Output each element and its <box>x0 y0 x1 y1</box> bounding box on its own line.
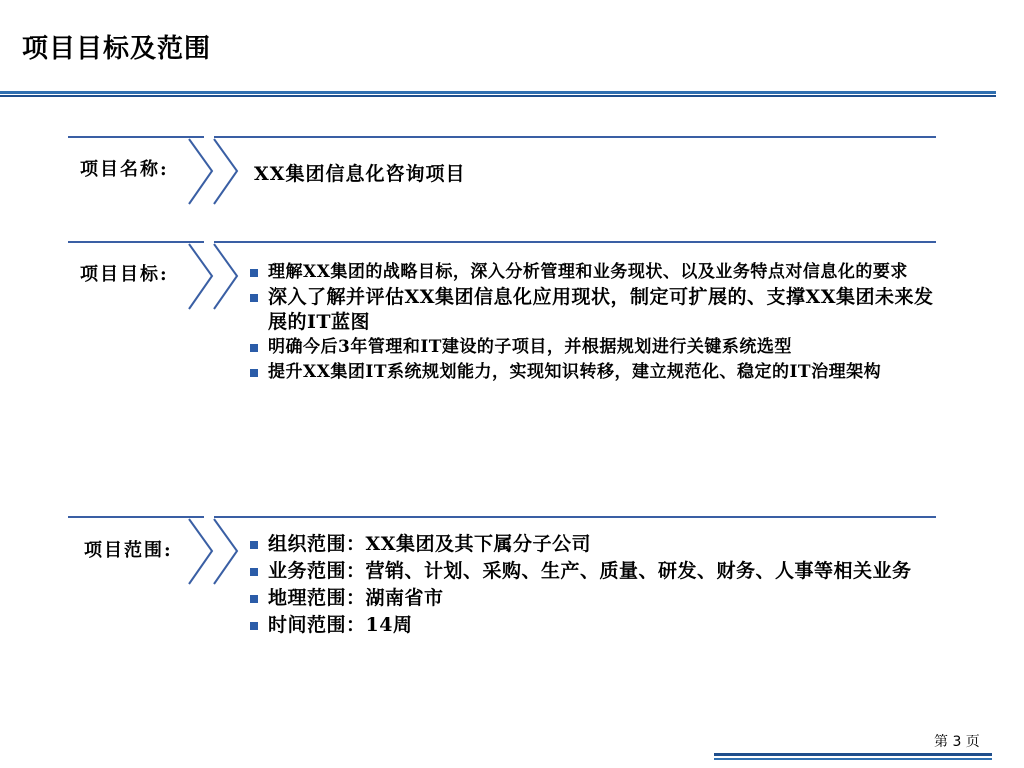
project-goals-list <box>250 260 940 385</box>
project-name-label: 项目名称: <box>80 159 169 180</box>
project-goals-label-line <box>68 241 204 243</box>
square-bullet-icon <box>250 344 258 352</box>
project-name-value: XX集团信息化咨询项目 <box>254 163 466 185</box>
list-item: 提升XX集团IT系统规划能力，实现知识转移，建立规范化、稳定的IT治理架构 <box>250 360 940 385</box>
list-item: 组织范围：XX集团及其下属分子公司 <box>250 531 940 558</box>
square-bullet-icon <box>250 568 258 576</box>
square-bullet-icon <box>250 269 258 277</box>
square-bullet-icon <box>250 294 258 302</box>
project-scope-list <box>250 531 940 639</box>
project-scope-content-line <box>214 516 936 518</box>
list-item: 业务范围：营销、计划、采购、生产、质量、研发、财务、人事等相关业务 <box>250 558 940 585</box>
list-item: 地理范围：湖南省市 <box>250 585 940 612</box>
list-item: 深入了解并评估XX集团信息化应用现状，制定可扩展的、支撑XX集团未来发展的IT蓝图 <box>250 285 940 335</box>
square-bullet-icon <box>250 622 258 630</box>
project-scope-label: 项目范围: <box>84 540 173 561</box>
square-bullet-icon <box>250 541 258 549</box>
footer-divider-secondary <box>714 758 992 760</box>
title-divider <box>0 91 996 94</box>
page-number: 第 3 页 <box>934 734 980 750</box>
chevron-right-icon <box>186 243 242 313</box>
list-item: 明确今后3年管理和IT建设的子项目，并根据规划进行关键系统选型 <box>250 335 940 360</box>
square-bullet-icon <box>250 595 258 603</box>
list-item: 时间范围：14周 <box>250 612 940 639</box>
chevron-right-icon <box>186 518 242 588</box>
project-name-content-line <box>214 136 936 138</box>
project-scope-label-line <box>68 516 204 518</box>
project-goals-content-line <box>214 241 936 243</box>
footer-divider <box>714 753 992 756</box>
project-goals-label: 项目目标: <box>80 264 169 285</box>
slide-title: 项目目标及范围 <box>22 34 212 64</box>
project-name-label-line <box>68 136 204 138</box>
title-divider-secondary <box>0 95 996 97</box>
chevron-right-icon <box>186 138 242 208</box>
square-bullet-icon <box>250 369 258 377</box>
list-item: 理解XX集团的战略目标，深入分析管理和业务现状、以及业务特点对信息化的要求 <box>250 260 940 285</box>
